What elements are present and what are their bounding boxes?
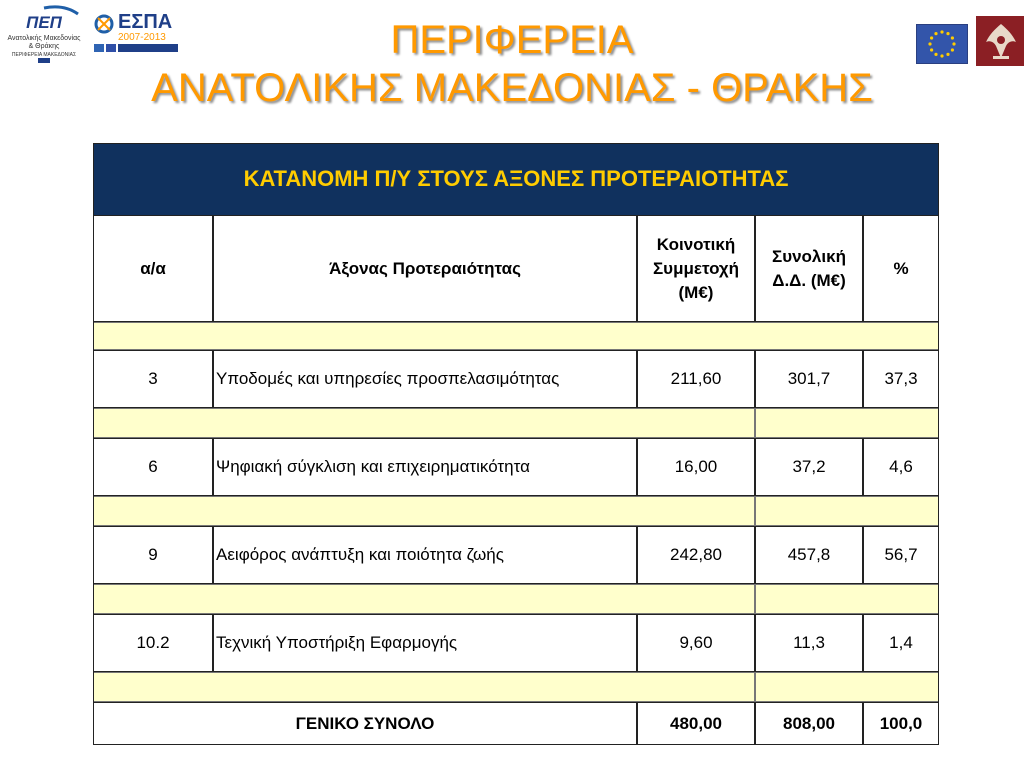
header-koinotiki: Κοινοτική Συμμετοχή (Μ€): [637, 215, 755, 322]
total-koinotiki: 480,00: [637, 702, 755, 745]
table-row: [93, 614, 939, 672]
separator-row: [93, 672, 939, 702]
separator-row: [93, 408, 939, 438]
cell-pososto: 4,6: [863, 438, 939, 496]
total-label: ΓΕΝΙΚΟ ΣΥΝΟΛΟ: [93, 702, 637, 745]
total-pososto: 100,0: [863, 702, 939, 745]
svg-text:ΠΕΡΙΦΕΡΕΙΑ ΜΑΚΕΔΟΝΙΑΣ: ΠΕΡΙΦΕΡΕΙΑ ΜΑΚΕΔΟΝΙΑΣ: [11, 52, 77, 58]
separator-row: [93, 584, 939, 614]
cell-pososto: 37,3: [863, 350, 939, 408]
cell-aa: 9: [93, 526, 213, 584]
cell-axonas: Ψηφιακή σύγκλιση και επιχειρηματικότητα: [213, 438, 637, 496]
separator-row: [93, 496, 939, 526]
cell-pososto: 56,7: [863, 526, 939, 584]
cell-axonas: Τεχνική Υποστήριξη Εφαρμογής: [213, 614, 637, 672]
header-axonas: Άξονας Προτεραιότητας: [213, 215, 637, 322]
svg-text:& Θράκης: & Θράκης: [28, 43, 60, 50]
cell-aa: 10.2: [93, 614, 213, 672]
cell-aa: 3: [93, 350, 213, 408]
svg-text:ΕΣΠΑ: ΕΣΠΑ: [118, 11, 173, 33]
cell-koinotiki: 9,60: [637, 614, 755, 672]
header-pososto: %: [863, 215, 939, 322]
title-line-2: ΑΝΑΤΟΛΙΚΗΣ ΜΑΚΕΔΟΝΙΑΣ - ΘΡΑΚΗΣ: [151, 66, 873, 110]
region-emblem-icon: [976, 16, 1024, 66]
cell-axonas: Υποδομές και υπηρεσίες προσπελασιμότητας: [213, 350, 637, 408]
cell-koinotiki: 16,00: [637, 438, 755, 496]
table-banner: ΚΑΤΑΝΟΜΗ Π/Υ ΣΤΟΥΣ ΑΞΟΝΕΣ ΠΡΟΤΕΡΑΙΟΤΗΤΑΣ: [93, 143, 939, 215]
cell-aa: 6: [93, 438, 213, 496]
table-row: [93, 526, 939, 584]
table-row: [93, 350, 939, 408]
cell-synoliki: 11,3: [755, 614, 863, 672]
separator-row: [93, 322, 939, 350]
svg-text:2007-2013: 2007-2013: [118, 32, 166, 43]
header-synoliki: Συνολική Δ.Δ. (Μ€): [755, 215, 863, 322]
svg-text:ΠΕΠ: ΠΕΠ: [26, 13, 62, 32]
cell-synoliki: 301,7: [755, 350, 863, 408]
title-line-1: ΠΕΡΙΦΕΡΕΙΑ: [390, 18, 634, 62]
cell-koinotiki: 211,60: [637, 350, 755, 408]
page-title: [100, 16, 924, 112]
cell-koinotiki: 242,80: [637, 526, 755, 584]
svg-text:Ανατολικής Μακεδονίας: Ανατολικής Μακεδονίας: [7, 35, 81, 42]
cell-axonas: Αειφόρος ανάπτυξη και ποιότητα ζωής: [213, 526, 637, 584]
cell-synoliki: 37,2: [755, 438, 863, 496]
cell-synoliki: 457,8: [755, 526, 863, 584]
total-row: [93, 702, 939, 745]
table-header-row: [93, 215, 939, 322]
eu-flag-icon: [916, 24, 968, 64]
table-row: [93, 438, 939, 496]
cell-pososto: 1,4: [863, 614, 939, 672]
pep-logo: [4, 4, 84, 64]
header-aa: α/α: [93, 215, 213, 322]
total-synoliki: 808,00: [755, 702, 863, 745]
